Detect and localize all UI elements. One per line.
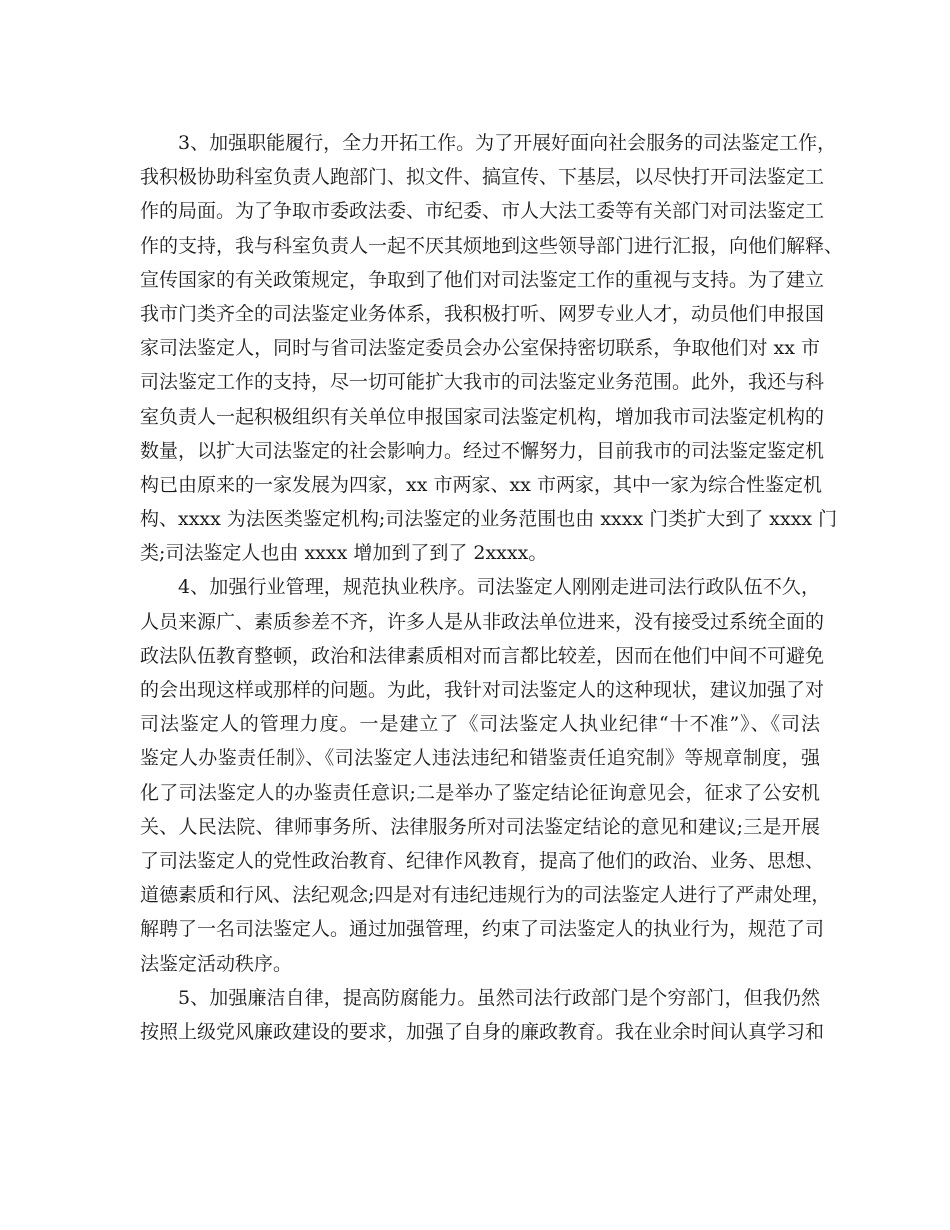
text-line: 了司法鉴定人的党性政治教育、纪律作风教育，提高了他们的政治、业务、思想、	[140, 849, 825, 872]
text-line: 司法鉴定人的管理力度。一是建立了《司法鉴定人执业纪律“十不准”》、《司法	[140, 713, 820, 736]
text-line: 司法鉴定工作的支持，尽一切可能扩大我市的司法鉴定业务范围。此外，我还与科	[140, 371, 825, 394]
paragraph-first-line: 4、加强行业管理，规范执业秩序。司法鉴定人刚刚走进司法行政队伍不久，	[178, 576, 820, 599]
text-line: 作的局面。为了争取市委政法委、市纪委、市人大法工委等有关部门对司法鉴定工	[140, 200, 825, 223]
text-line: 构已由原来的一家发展为四家，xx 市两家、xx 市两家，其中一家为综合性鉴定机	[140, 473, 822, 496]
text-line: 道德素质和行风、法纪观念;四是对有违纪违规行为的司法鉴定人进行了严肃处理，	[140, 884, 831, 907]
text-line: 的会出现这样或那样的问题。为此，我针对司法鉴定人的这种现状，建议加强了对	[140, 679, 825, 701]
text-line: 作的支持，我与科室负责人一起不厌其烦地到这些领导部门进行汇报，向他们解释、	[140, 234, 844, 257]
text-line: 宣传国家的有关政策规定，争取到了他们对司法鉴定工作的重视与支持。为了建立	[140, 268, 825, 291]
paragraph-first-line: 5、加强廉洁自律，提高防腐能力。虽然司法行政部门是个穷部门，但我仍然	[178, 986, 820, 1009]
text-line: 数量，以扩大司法鉴定的社会影响力。经过不懈努力，目前我市的司法鉴定鉴定机	[140, 439, 825, 462]
text-line: 室负责人一起积极组织有关单位申报国家司法鉴定机构，增加我市司法鉴定机构的	[140, 405, 825, 428]
text-line: 家司法鉴定人，同时与省司法鉴定委员会办公室保持密切联系，争取他们对 xx 市	[140, 337, 820, 360]
text-line: 按照上级党风廉政建设的要求，加强了自身的廉政教育。我在业余时间认真学习和	[140, 1020, 825, 1043]
text-line: 法鉴定活动秩序。	[140, 952, 293, 975]
document-body	[140, 126, 844, 1049]
text-line: 政法队伍教育整顿，政治和法律素质相对而言都比较差，因而在他们中间不可避免	[140, 644, 825, 667]
text-line: 解聘了一名司法鉴定人。通过加强管理，约束了司法鉴定人的执业行为，规范了司	[140, 918, 825, 941]
text-line: 关、人民法院、律师事务所、法律服务所对司法鉴定结论的意见和建议;三是开展	[140, 815, 820, 838]
text-line: 我市门类齐全的司法鉴定业务体系，我积极打听、网罗专业人才，动员他们申报国	[140, 302, 825, 325]
text-line: 我积极协助科室负责人跑部门、拟文件、搞宣传、下基层，以尽快打开司法鉴定工	[140, 166, 825, 189]
text-line: 构、xxxx 为法医类鉴定机构;司法鉴定的业务范围也由 xxxx 门类扩大到了 xxxx 门	[140, 508, 838, 531]
text-line: 类;司法鉴定人也由 xxxx 增加到了到了 2xxxx。	[140, 542, 548, 565]
text-line: 人员来源广、素质参差不齐，许多人是从非政法单位进来，没有接受过系统全面的	[140, 610, 825, 633]
text-line: 鉴定人办鉴责任制》、《司法鉴定人违法违纪和错鉴责任追究制》等规章制度，强	[140, 747, 820, 770]
text-line: 化了司法鉴定人的办鉴责任意识;二是举办了鉴定结论征询意见会，征求了公安机	[140, 781, 820, 804]
paragraph-first-line: 3、加强职能履行，全力开拓工作。为了开展好面向社会服务的司法鉴定工作，	[178, 132, 837, 154]
